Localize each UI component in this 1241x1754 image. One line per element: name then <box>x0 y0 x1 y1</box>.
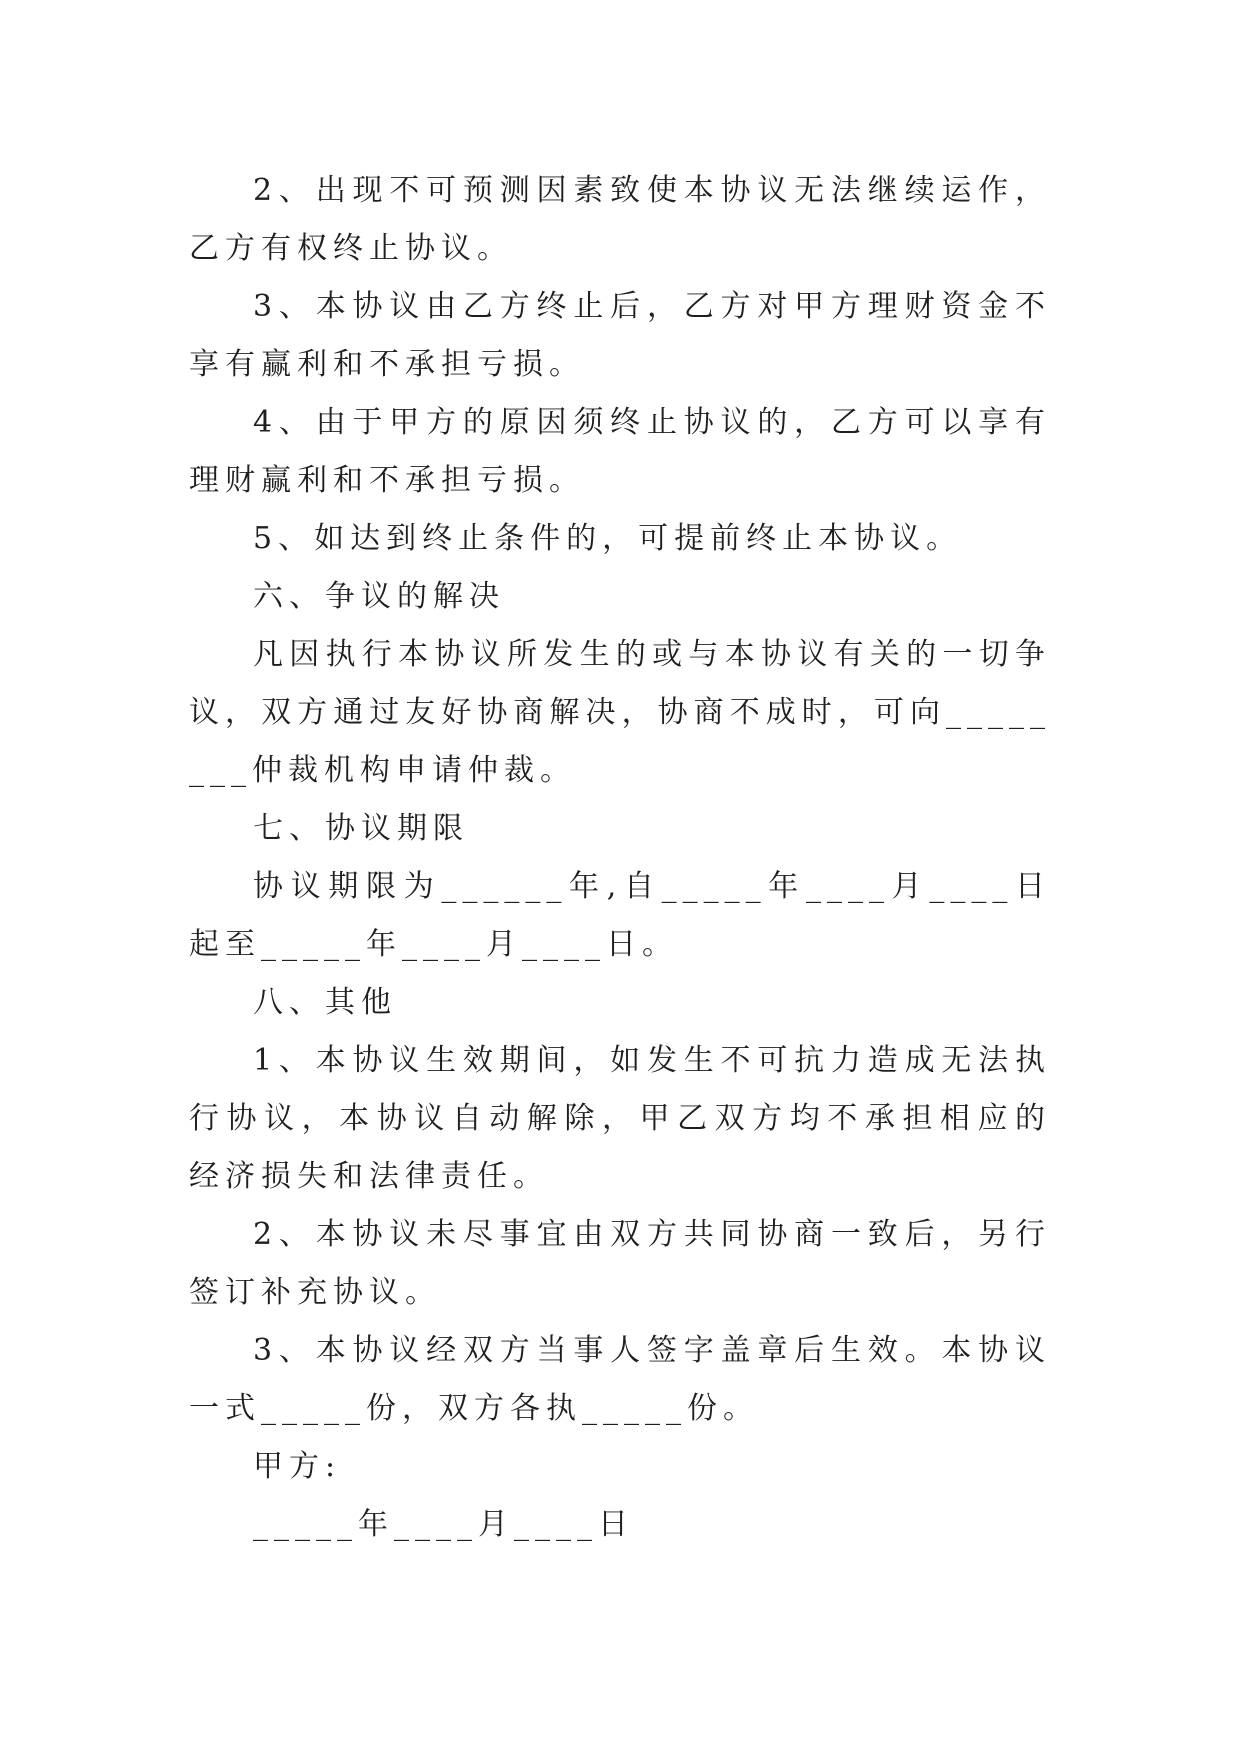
clause-term: 协议期限为______年,自_____年____月____日起至_____年____月____日。 <box>189 869 1051 962</box>
clause-termination-5: 5、如达到终止条件的，可提前终止本协议。 <box>253 521 963 556</box>
section-heading-dispute: 六、争议的解决 <box>253 579 505 614</box>
section-heading-other: 八、其他 <box>253 985 397 1020</box>
clause-other-1: 1、本协议生效期间，如发生不可抗力造成无法执行协议，本协议自动解除，甲乙双方均不承担相应的经济损失和法律责任。 <box>189 1043 1051 1194</box>
clause-termination-2: 2、出现不可预测因素致使本协议无法继续运作，乙方有权终止协议。 <box>189 173 1051 266</box>
clause-other-3: 3、本协议经双方当事人签字盖章后生效。本协议一式_____份，双方各执_____份。 <box>189 1333 1051 1426</box>
clause-other-2: 2、本协议未尽事宜由双方共同协商一致后，另行签订补充协议。 <box>189 1217 1051 1310</box>
signature-date-line: _____年____月____日 <box>253 1507 634 1542</box>
party-a-label: 甲方: <box>253 1449 342 1484</box>
clause-termination-4: 4、由于甲方的原因须终止协议的，乙方可以享有理财赢利和不承担亏损。 <box>189 405 1051 498</box>
clause-termination-3: 3、本协议由乙方终止后，乙方对甲方理财资金不享有赢利和不承担亏损。 <box>189 289 1051 382</box>
clause-dispute: 凡因执行本协议所发生的或与本协议有关的一切争议，双方通过友好协商解决，协商不成时，可向________仲裁机构申请仲裁。 <box>189 637 1051 788</box>
document-body <box>189 162 1051 1554</box>
section-heading-term: 七、协议期限 <box>253 811 469 846</box>
